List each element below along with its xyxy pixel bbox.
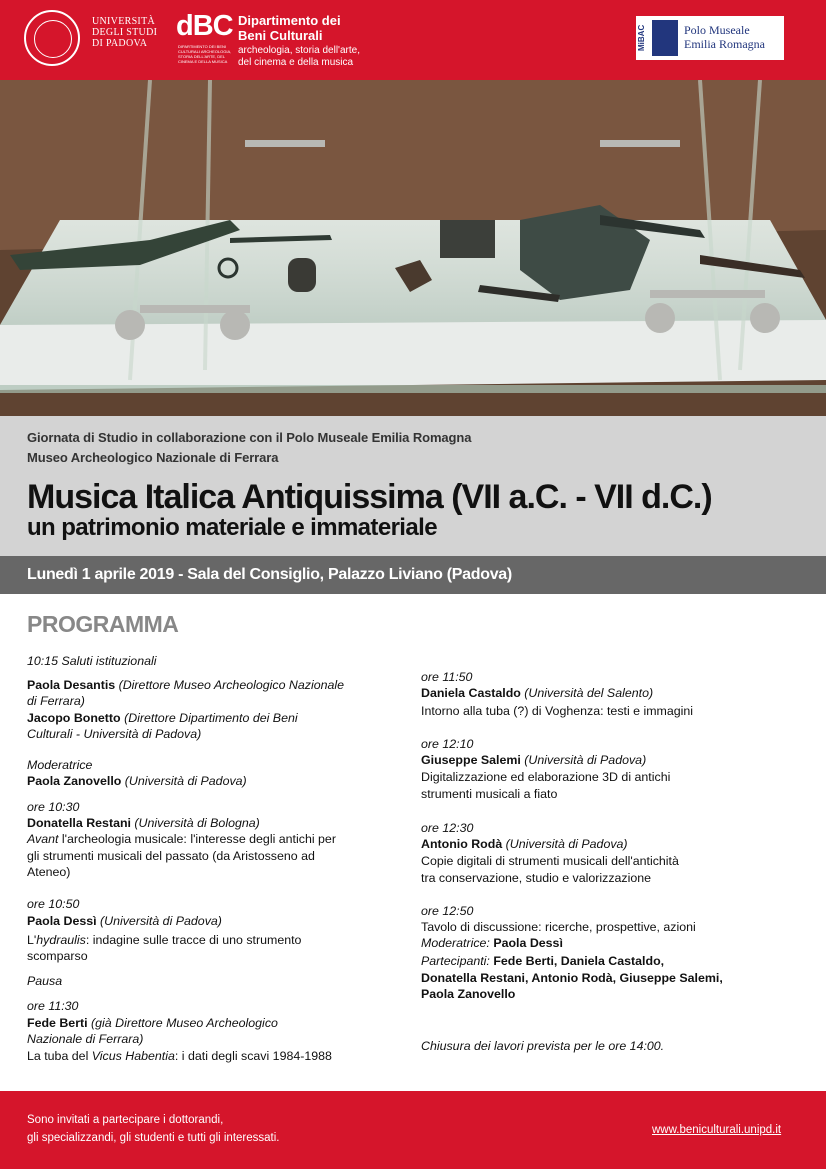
polo-museale-logo — [636, 16, 784, 60]
talk-restani-3: Ateneo) — [27, 865, 71, 879]
programma-heading: PROGRAMMA — [27, 611, 179, 637]
talk-salemi-1: Digitalizzazione ed elaborazione 3D di antichi — [421, 770, 671, 784]
time-1210: ore 12:10 — [421, 737, 474, 751]
speaker-salemi: Giuseppe Salemi (Università di Padova) — [421, 753, 647, 767]
time-1230: ore 12:30 — [421, 821, 474, 835]
display-case-illustration — [0, 80, 826, 416]
header-bar — [0, 0, 826, 80]
talk-berti: La tuba del Vicus Habentia: i dati degli scavi 1984-1988 — [27, 1049, 332, 1063]
dbc-logo: dBC — [176, 10, 233, 42]
talk-dessi-1: L'hydraulis: indagine sulle tracce di uno strumento — [27, 933, 302, 947]
time-1250: ore 12:50 — [421, 904, 474, 918]
department-title: Dipartimento dei Beni Culturali — [238, 13, 341, 43]
event-date-venue: Lunedì 1 aprile 2019 - Sala del Consiglio, Palazzo Liviano (Padova) — [27, 566, 512, 583]
talk-castaldo: Intorno alla tuba (?) di Voghenza: testi e immagini — [421, 704, 694, 718]
chiusura-note: Chiusura dei lavori prevista per le ore 14:00. — [421, 1039, 665, 1053]
speaker-restani: Donatella Restani (Università di Bologna) — [27, 816, 260, 830]
tavolo-partecipanti-1: Partecipanti: Fede Berti, Daniela Castaldo, — [421, 954, 665, 968]
university-name: UNIVERSITÀ DEGLI STUDI DI PADOVA — [92, 16, 158, 49]
time-1130: ore 11:30 — [27, 999, 79, 1013]
speaker-zanovello: Paola Zanovello (Università di Padova) — [27, 774, 247, 788]
moderatrice-label: Moderatrice — [27, 758, 93, 772]
speaker-castaldo: Daniela Castaldo (Università del Salento) — [421, 686, 654, 700]
tavolo-discussione: Tavolo di discussione: ricerche, prospettive, azioni — [421, 920, 696, 934]
event-title: Musica Italica Antiquissima (VII a.C. - VII d.C.) — [27, 478, 712, 516]
invite-text: Sono invitati a partecipare i dottorandi, gli specializzandi, gli studenti e tutti gli interessati. — [27, 1114, 280, 1144]
time-1050: ore 10:50 — [27, 897, 80, 911]
tavolo-partecipanti-2: Donatella Restani, Antonio Rodà, Giuseppe Salemi, — [421, 971, 723, 985]
speaker-dessi: Paola Dessì (Università di Padova) — [27, 914, 222, 928]
speaker-desantis-aff: di Ferrara) — [27, 694, 85, 708]
intro-line-1: Giornata di Studio in collaborazione con il Polo Museale Emilia Romagna — [27, 430, 472, 445]
talk-dessi-2: scomparso — [27, 949, 88, 963]
speaker-roda: Antonio Rodà (Università di Padova) — [421, 837, 628, 851]
speaker-berti-aff: Nazionale di Ferrara) — [27, 1032, 144, 1046]
talk-restani-2: gli strumenti musicali del passato (da Aristosseno ad — [27, 849, 315, 863]
university-seal-logo — [24, 10, 80, 66]
speaker-desantis: Paola Desantis (Direttore Museo Archeologico Nazionale — [27, 678, 345, 692]
mibac-mark: MiBAC — [637, 24, 646, 52]
talk-roda-2: tra conservazione, studio e valorizzazione — [421, 871, 652, 885]
speaker-berti: Fede Berti (già Direttore Museo Archeologico — [27, 1016, 278, 1030]
time-1150: ore 11:50 — [421, 670, 473, 684]
event-subtitle: un patrimonio materiale e immateriale — [27, 514, 437, 541]
slot-saluti: 10:15 Saluti istituzionali — [27, 654, 157, 668]
tavolo-moderatrice: Moderatrice: Paola Dessì — [421, 936, 563, 950]
talk-roda-1: Copie digitali di strumenti musicali dell'antichità — [421, 854, 679, 868]
tavolo-partecipanti-3: Paola Zanovello — [421, 987, 516, 1001]
polo-museale-name: Polo Museale Emilia Romagna — [684, 23, 765, 51]
time-1030: ore 10:30 — [27, 800, 80, 814]
display-case-photo — [0, 80, 826, 416]
talk-restani-1: Avant l'archeologia musicale: l'interesse degli antichi per — [27, 832, 336, 846]
department-description: archeologia, storia dell'arte, del cinema e della musica — [238, 45, 360, 68]
pausa: Pausa — [27, 974, 63, 988]
intro-line-2: Museo Archeologico Nazionale di Ferrara — [27, 450, 279, 465]
talk-salemi-2: strumenti musicali a fiato — [421, 787, 558, 801]
mibac-graphic-icon — [652, 20, 678, 56]
speaker-bonetto-aff: Culturali - Università di Padova) — [27, 727, 202, 741]
speaker-bonetto: Jacopo Bonetto (Direttore Dipartimento dei Beni — [27, 711, 298, 725]
dbc-logo-subtext: DIPARTIMENTO DEI BENI CULTURALI ARCHEOLOGIA, STORIA DELL'ARTE, DEL CINEMA E DELLA MUSICA — [178, 44, 232, 64]
website-link[interactable]: www.beniculturali.unipd.it — [652, 1124, 782, 1136]
